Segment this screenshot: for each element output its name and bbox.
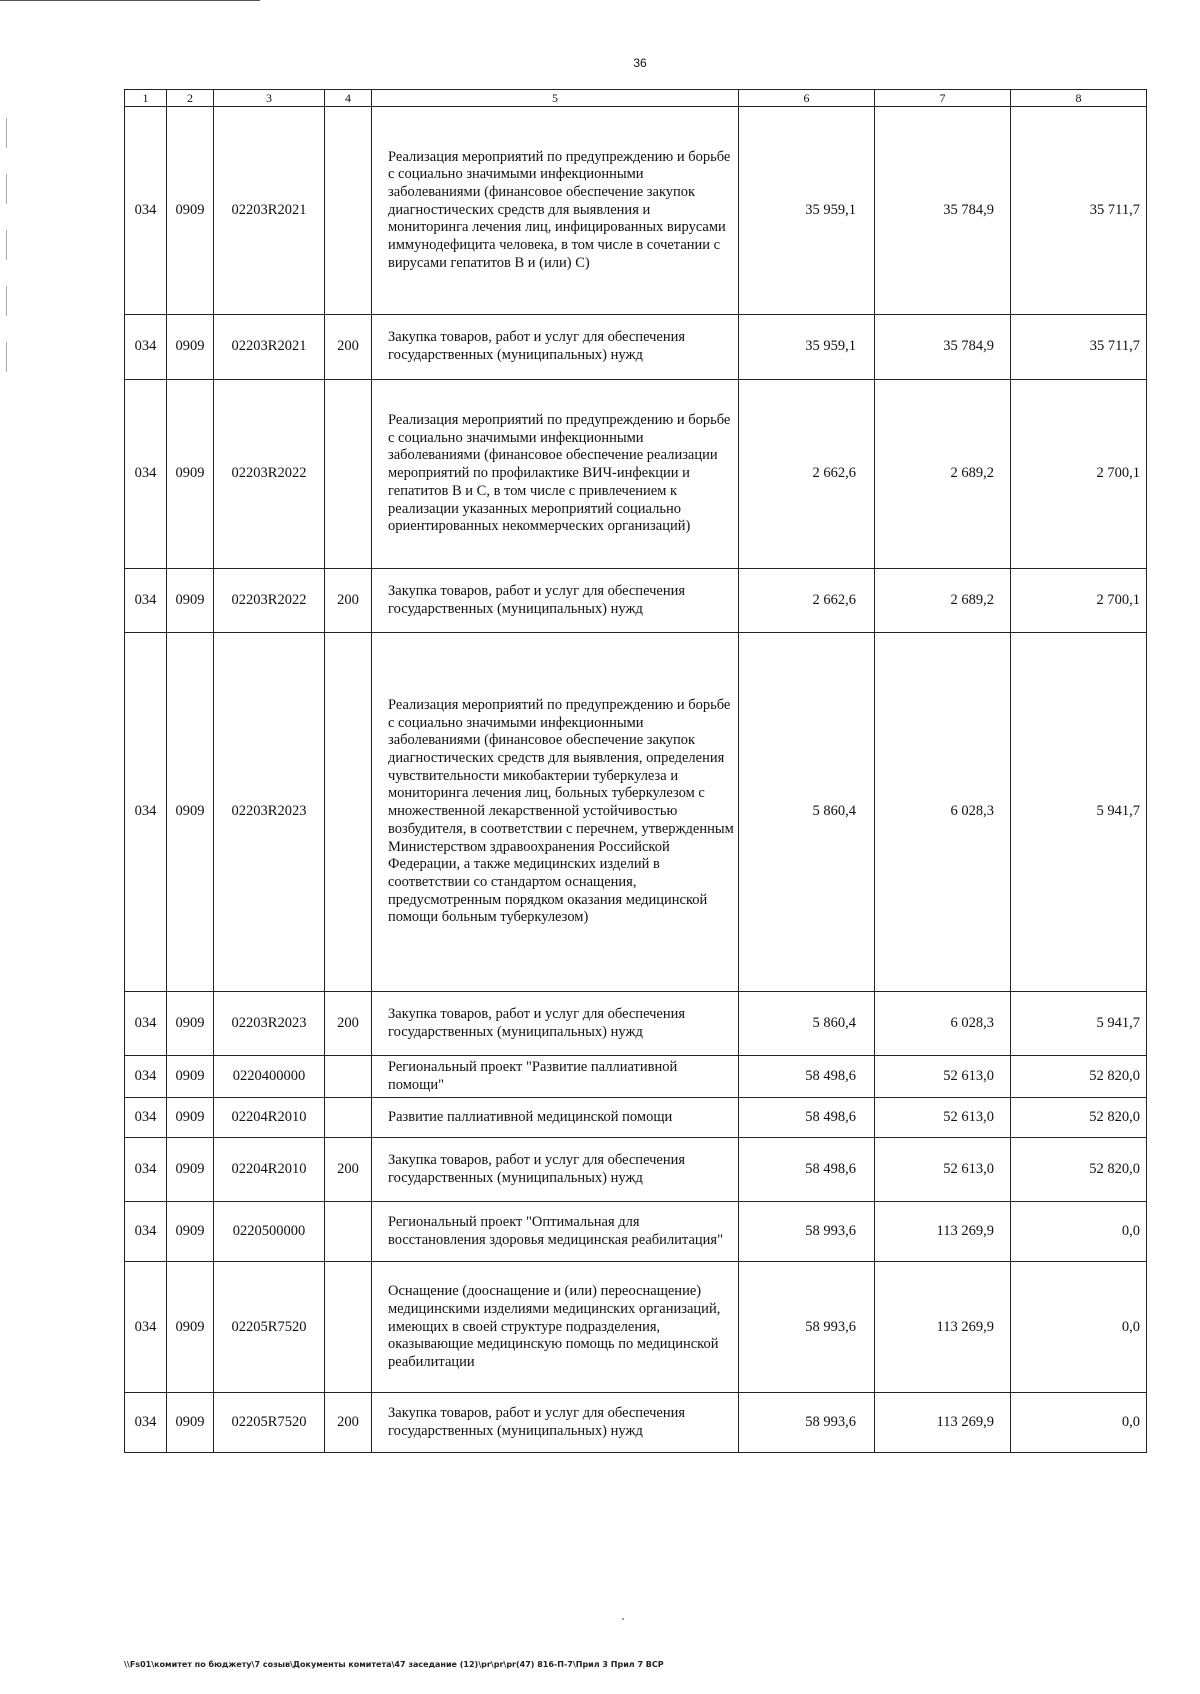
column-header: 2 <box>167 90 214 107</box>
ministry-code-cell: 034 <box>125 1098 167 1138</box>
section-code-cell: 0909 <box>167 1138 214 1202</box>
scan-speck <box>622 1618 624 1620</box>
table-row <box>125 107 1147 315</box>
amount-col7-cell: 35 784,9 <box>875 315 1011 380</box>
section-code-cell: 0909 <box>167 992 214 1056</box>
amount-col8-cell: 5 941,7 <box>1011 633 1147 992</box>
column-header: 5 <box>372 90 739 107</box>
amount-col8-cell: 52 820,0 <box>1011 1098 1147 1138</box>
amount-col7-cell: 113 269,9 <box>875 1202 1011 1262</box>
amount-col8-cell: 2 700,1 <box>1011 569 1147 633</box>
target-article-cell: 02204R2010 <box>214 1138 325 1202</box>
table-header-row <box>125 90 1147 107</box>
ministry-code-cell: 034 <box>125 1138 167 1202</box>
expense-type-cell <box>325 1098 372 1138</box>
ministry-code-cell: 034 <box>125 992 167 1056</box>
ministry-code-cell: 034 <box>125 633 167 992</box>
amount-col8-cell: 0,0 <box>1011 1262 1147 1393</box>
column-header: 3 <box>214 90 325 107</box>
target-article-cell: 0220400000 <box>214 1056 325 1098</box>
amount-col7-cell: 113 269,9 <box>875 1262 1011 1393</box>
file-path-footer: \\Fs01\комитет по бюджету\7 созыв\Документы комитета\47 заседание (12)\pr\pr\pr(47) 816-П-7\Прил 3 Прил 7 ВСР <box>124 1660 664 1669</box>
amount-col6-cell: 58 993,6 <box>739 1262 875 1393</box>
expense-type-cell: 200 <box>325 992 372 1056</box>
table-row <box>125 1138 1147 1202</box>
ministry-code-cell: 034 <box>125 569 167 633</box>
section-code-cell: 0909 <box>167 569 214 633</box>
amount-col6-cell: 35 959,1 <box>739 107 875 315</box>
target-article-cell: 02203R2022 <box>214 569 325 633</box>
column-header: 6 <box>739 90 875 107</box>
ministry-code-cell: 034 <box>125 1262 167 1393</box>
table-row <box>125 992 1147 1056</box>
amount-col7-cell: 35 784,9 <box>875 107 1011 315</box>
description-cell: Региональный проект "Оптимальная для восстановления здоровья медицинская реабилитация" <box>372 1202 739 1262</box>
amount-col6-cell: 58 498,6 <box>739 1098 875 1138</box>
description-cell: Оснащение (дооснащение и (или) переоснащение) медицинскими изделиями медицинских организаций, имеющих в своей структуре подразделения, оказывающие медицинскую помощь по медицинской реабилитации <box>372 1262 739 1393</box>
amount-col6-cell: 5 860,4 <box>739 992 875 1056</box>
section-code-cell: 0909 <box>167 1262 214 1393</box>
amount-col7-cell: 2 689,2 <box>875 380 1011 569</box>
section-code-cell: 0909 <box>167 1056 214 1098</box>
expense-type-cell: 200 <box>325 1138 372 1202</box>
amount-col6-cell: 58 498,6 <box>739 1138 875 1202</box>
target-article-cell: 02205R7520 <box>214 1262 325 1393</box>
ministry-code-cell: 034 <box>125 1202 167 1262</box>
expense-type-cell <box>325 107 372 315</box>
description-cell: Закупка товаров, работ и услуг для обеспечения государственных (муниципальных) нужд <box>372 1393 739 1453</box>
amount-col7-cell: 52 613,0 <box>875 1138 1011 1202</box>
amount-col8-cell: 0,0 <box>1011 1393 1147 1453</box>
description-cell: Реализация мероприятий по предупреждению и борьбе с социально значимыми инфекционными заболеваниями (финансовое обеспечение закупок диагностических средств для выявления и мониторинга лечения лиц, инфицированных вирусами иммунодефицита человека, в том числе в сочетании с вирусами гепатитов В и (или) С) <box>372 107 739 315</box>
table-row <box>125 1262 1147 1393</box>
ministry-code-cell: 034 <box>125 107 167 315</box>
table-row <box>125 633 1147 992</box>
table-row <box>125 1393 1147 1453</box>
amount-col7-cell: 6 028,3 <box>875 992 1011 1056</box>
amount-col7-cell: 52 613,0 <box>875 1098 1011 1138</box>
description-cell: Закупка товаров, работ и услуг для обеспечения государственных (муниципальных) нужд <box>372 569 739 633</box>
table-row <box>125 1202 1147 1262</box>
ministry-code-cell: 034 <box>125 380 167 569</box>
section-code-cell: 0909 <box>167 633 214 992</box>
column-header: 8 <box>1011 90 1147 107</box>
table-row <box>125 1056 1147 1098</box>
section-code-cell: 0909 <box>167 380 214 569</box>
target-article-cell: 02203R2023 <box>214 633 325 992</box>
target-article-cell: 02203R2021 <box>214 315 325 380</box>
section-code-cell: 0909 <box>167 107 214 315</box>
target-article-cell: 0220500000 <box>214 1202 325 1262</box>
amount-col7-cell: 52 613,0 <box>875 1056 1011 1098</box>
column-header: 4 <box>325 90 372 107</box>
expense-type-cell: 200 <box>325 1393 372 1453</box>
column-header: 1 <box>125 90 167 107</box>
table-row <box>125 569 1147 633</box>
ministry-code-cell: 034 <box>125 1056 167 1098</box>
section-code-cell: 0909 <box>167 315 214 380</box>
section-code-cell: 0909 <box>167 1202 214 1262</box>
table-row <box>125 380 1147 569</box>
ministry-code-cell: 034 <box>125 315 167 380</box>
expense-type-cell <box>325 633 372 992</box>
amount-col7-cell: 113 269,9 <box>875 1393 1011 1453</box>
budget-table <box>124 89 1147 1453</box>
description-cell: Региональный проект "Развитие паллиативной помощи" <box>372 1056 739 1098</box>
table-row <box>125 315 1147 380</box>
description-cell: Закупка товаров, работ и услуг для обеспечения государственных (муниципальных) нужд <box>372 1138 739 1202</box>
amount-col8-cell: 52 820,0 <box>1011 1138 1147 1202</box>
top-rule <box>0 0 260 1</box>
target-article-cell: 02203R2021 <box>214 107 325 315</box>
amount-col6-cell: 58 993,6 <box>739 1202 875 1262</box>
amount-col6-cell: 35 959,1 <box>739 315 875 380</box>
ministry-code-cell: 034 <box>125 1393 167 1453</box>
expense-type-cell <box>325 1056 372 1098</box>
description-cell: Развитие паллиативной медицинской помощи <box>372 1098 739 1138</box>
expense-type-cell: 200 <box>325 315 372 380</box>
amount-col8-cell: 35 711,7 <box>1011 315 1147 380</box>
description-cell: Закупка товаров, работ и услуг для обеспечения государственных (муниципальных) нужд <box>372 315 739 380</box>
column-header: 7 <box>875 90 1011 107</box>
table-row <box>125 1098 1147 1138</box>
description-cell: Закупка товаров, работ и услуг для обеспечения государственных (муниципальных) нужд <box>372 992 739 1056</box>
amount-col6-cell: 58 498,6 <box>739 1056 875 1098</box>
amount-col8-cell: 5 941,7 <box>1011 992 1147 1056</box>
description-cell: Реализация мероприятий по предупреждению и борьбе с социально значимыми инфекционными заболеваниями (финансовое обеспечение закупок диагностических средств для выявления, определения чувствительности микобактерии туберкулеза и мониторинга лечения лиц, больных туберкулезом с множественной лекарственной устойчивостью возбудителя, в соответствии с перечнем, утвержденным Министерством здравоохранения Российской Федерации, а также медицинских изделий в соответствии со стандартом оснащения, предусмотренным порядком оказания медицинской помощи больным туберкулезом) <box>372 633 739 992</box>
section-code-cell: 0909 <box>167 1393 214 1453</box>
expense-type-cell: 200 <box>325 569 372 633</box>
expense-type-cell <box>325 1262 372 1393</box>
section-code-cell: 0909 <box>167 1098 214 1138</box>
scan-margin-marks <box>6 118 8 408</box>
expense-type-cell <box>325 380 372 569</box>
amount-col8-cell: 52 820,0 <box>1011 1056 1147 1098</box>
amount-col7-cell: 2 689,2 <box>875 569 1011 633</box>
target-article-cell: 02204R2010 <box>214 1098 325 1138</box>
expense-type-cell <box>325 1202 372 1262</box>
amount-col6-cell: 58 993,6 <box>739 1393 875 1453</box>
amount-col6-cell: 2 662,6 <box>739 569 875 633</box>
amount-col6-cell: 5 860,4 <box>739 633 875 992</box>
description-cell: Реализация мероприятий по предупреждению и борьбе с социально значимыми инфекционными заболеваниями (финансовое обеспечение реализации мероприятий по профилактике ВИЧ-инфекции и гепатитов В и С, в том числе с привлечением к реализации указанных мероприятий социально ориентированных некоммерческих организаций) <box>372 380 739 569</box>
amount-col8-cell: 35 711,7 <box>1011 107 1147 315</box>
amount-col8-cell: 2 700,1 <box>1011 380 1147 569</box>
target-article-cell: 02205R7520 <box>214 1393 325 1453</box>
target-article-cell: 02203R2023 <box>214 992 325 1056</box>
page-number: 36 <box>633 56 647 70</box>
amount-col8-cell: 0,0 <box>1011 1202 1147 1262</box>
target-article-cell: 02203R2022 <box>214 380 325 569</box>
amount-col7-cell: 6 028,3 <box>875 633 1011 992</box>
amount-col6-cell: 2 662,6 <box>739 380 875 569</box>
